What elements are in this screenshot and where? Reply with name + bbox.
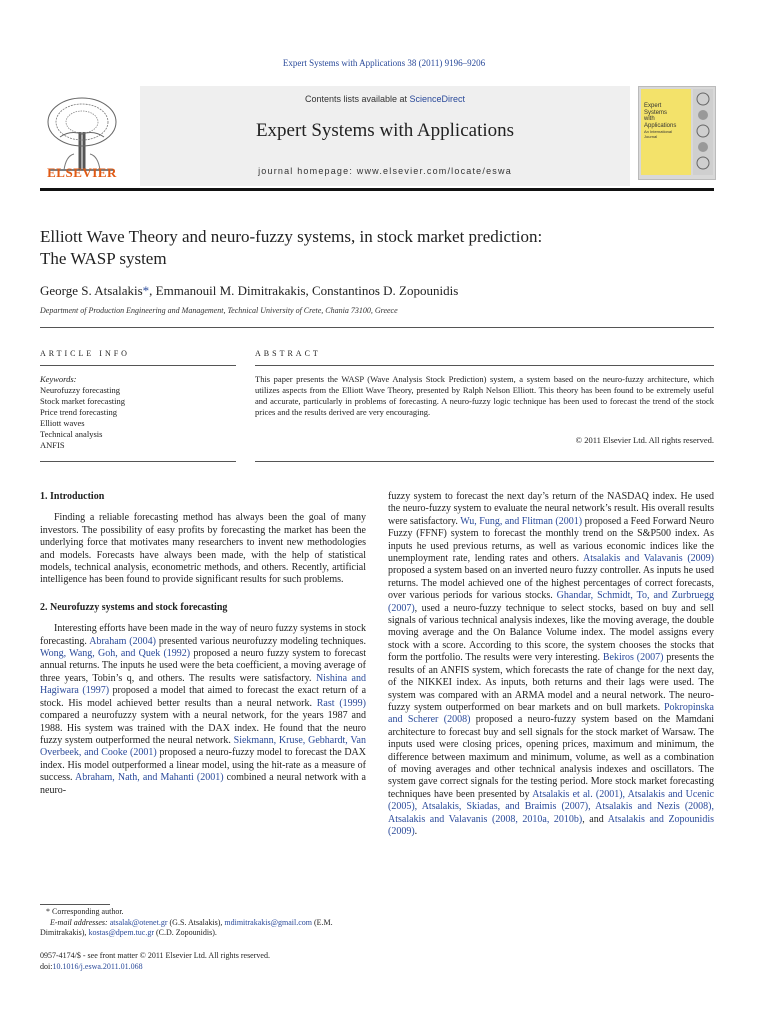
cover-text [644,103,676,139]
article-info-heading: ARTICLE INFO [40,349,130,358]
email-link[interactable]: mdimitrakakis@gmail.com [224,917,312,927]
text-run: combined a neural network with a neuro- [40,772,366,796]
text-run: proposed a neuro-fuzzy model to forecast the DAX index. His model outperformed a linear model, using the hit-rate as a measure of success. [40,747,366,784]
keywords-list [40,374,236,451]
keyword-item: ANFIS [40,440,65,450]
elsevier-wordmark: ELSEVIER [47,165,117,180]
abstract-heading: ABSTRACT [255,349,321,358]
paragraph [388,491,714,838]
divider [40,461,236,462]
text-run: proposed a model that aimed to forecast the exact return of a stock. His model achieved better results than a neural network. [40,685,367,709]
email-owner: (C.D. Zopounidis). [154,928,217,937]
divider [40,327,714,328]
author-list [40,283,720,299]
divider [255,461,714,462]
cover-strip [693,89,713,175]
email-owner: (G.S. Atsalakis), [167,917,225,927]
paragraph: Finding a reliable forecasting method has always been the goal of many investors. The possibility of easy profits by forecasting the market has been the underlying force that motivates many researchers to invent new methodologies and models. Forecasts have always been made, with the help of statistical models, technical analysis, econometric methods, and others. Recently, artificial intelligence has been found to provide significant results for such problems. [40,512,366,586]
doi-line [40,962,370,973]
footnote-text: Corresponding author. [52,907,124,916]
corresponding-footnote: * Corresponding author. [40,907,124,916]
keywords-label: Keywords: [40,374,77,384]
paper-title [40,226,720,270]
contents-prefix: Contents lists available at [304,94,410,104]
cover-line: An International [644,129,673,134]
footnotes [40,907,370,939]
cover-line: Expert [644,103,662,109]
header-rule [40,188,714,191]
text-run: , and [582,813,608,825]
text-run: proposed a Feed Forward Neuro Fuzzy (FFNF) system to forecast the monthly trend on the S&P500 index. As inputs he used previous returns, as well as various economic indices like the unemployment rate, lending rates and others. [388,515,715,565]
keyword-item: Price trend forecasting [40,407,117,417]
citation-link[interactable]: Abraham (2004) [89,635,156,647]
title-line-2: The WASP system [40,249,167,268]
citation-link[interactable]: Pokropinska and Scherer (2008) [388,701,714,726]
text-run: compared a neurofuzzy system with a neural network, for the years 1987 and 1988. His system was trained with the DAX index. He found that the neuro fuzzy system outperformed the neural network. [40,710,366,746]
homepage-prefix: journal homepage: [258,166,357,176]
text-run: . [414,825,418,837]
email-owner: (E.M. Dimitrakakis), [40,917,333,937]
text-run: proposed a neuro fuzzy system to forecast annual returns. The inputs he used were the beta coefficient, a moving average of three years, Tobin’s q, and others. The results were satisfactory. [40,648,366,684]
citation-link[interactable]: Wong, Wang, Goh, and Quek (1992) [40,648,191,660]
abstract-text: This paper presents the WASP (Wave Analysis Stock Prediction) system, a system based on the neuro-fuzzy architecture, which utilizes aspects from the Elliott Wave Theory, presented by Ralph Nelson Elliott. This theory has been found to be extremely useful and accurate, particularly in problems of forecasting. A neuro-fuzzy logic technique has been used to forecast the trend of the stock prices and the results derived are very encouraging. [255,374,714,417]
body-column-right [388,491,714,853]
cover-line: Journal [644,134,658,139]
citation-link[interactable]: Atsalakis and Zopounidis (2009) [388,813,714,837]
corresponding-author-mark[interactable]: * [142,283,150,298]
citation-link[interactable]: Wu, Fung, and Flitman (2001) [460,515,583,527]
paragraph [40,623,366,797]
journal-cover-thumbnail [638,86,716,180]
footnote-rule [40,904,110,905]
email-link[interactable]: atsalak@otenet.gr [109,917,168,927]
citation-link[interactable]: Bekiros (2007) [602,652,664,664]
text-run: fuzzy system to forecast the next day’s return of the NASDAQ index. He used the neuro-fuzzy system to evaluate the neural network’s result. His overall results were satisfactory. [388,491,715,527]
journal-title: Expert Systems with Applications [255,120,515,141]
text-run: proposed a system based on an inverted neuro fuzzy controller. As inputs he used returns. The model achieved one of the highest percentages of correct forecasts, over various periods for various stocks. [388,565,714,602]
email-label: E-mail addresses: [50,917,110,927]
email-link[interactable]: kostas@dpem.tuc.gr [88,928,155,937]
section-heading-introduction: 1. Introduction [40,491,105,502]
text-run: proposed a neuro-fuzzy system based on the Mamdani architecture to forecast buy and sell signals for the stock market of Warsaw. The inputs used were closing prices, opening prices, maximum and minimum, the difference between maximum and minimum, volume, as well as a combination of moving averages and other technical analysis indexes and oscillators. The system gave correct signals for the testing period. More stock market forecasting techniques have been presented by [388,714,715,800]
text-run: Interesting efforts have been made in the way of neuro fuzzy systems in stock forecasting. [40,623,366,647]
doi-link[interactable]: 10.1016/j.eswa.2011.01.068 [52,961,143,971]
citation-link[interactable]: Nishina and Hagiwara (1997) [40,672,366,697]
front-matter-note [40,951,370,972]
citation-link[interactable]: Ghandar, Schmidt, To, and Zurbruegg (2007) [388,590,714,614]
email-footnote [40,918,370,939]
cover-line: with [644,116,655,122]
affiliation: Department of Production Engineering and Management, Technical University of Crete, Chania 73100, Greece [40,306,398,315]
divider [255,365,714,366]
text-run: , used a neuro-fuzzy technique to select stocks, based on buy and sell signals of various technical analysis indexes, like the moving average, the double moving average and the On Balance Volume index. The model assigns every stock with a score. According to this score, the system chooses the stocks that form the portfolio. The results were very interesting. [388,602,714,664]
citation-link[interactable]: Atsalakis et al. (2001), Atsalakis and Ucenic (2005), Atsalakis, Skiadas, and Braimis (2007), Atsalakis and Nezis (2008), Atsalakis and Valavanis (2008, 2010a, 2010b) [388,788,714,825]
citation-link[interactable]: Siekmann, Kruse, Gebhardt, Van Overbeek, and Cooke (2001) [40,734,366,759]
keyword-item: Neurofuzzy forecasting [40,385,121,395]
cover-line: Applications [644,122,677,129]
cover-graphic-icon [693,89,713,175]
keyword-item: Stock market forecasting [40,396,125,406]
copyright: © 2011 Elsevier Ltd. All rights reserved. [575,435,714,445]
title-line-1: Elliott Wave Theory and neuro-fuzzy systems, in stock market prediction: [40,227,543,246]
cover-line: Systems [644,109,668,116]
journal-citation[interactable]: Expert Systems with Applications 38 (2011) 9196–9206 [282,58,486,68]
body-column-left [40,491,366,812]
keyword-item: Technical analysis [40,429,103,439]
cover-panel [641,89,691,175]
keyword-item: Elliott waves [40,418,85,428]
author-1: George S. Atsalakis [40,283,143,298]
contents-line [140,94,630,104]
text-run: presented various neurofuzzy modeling techniques. [155,635,366,647]
text-run: presents the results of an ANFIS system, which forecasts the rate of change for the next day, of the NIKKEI index. As inputs, both returns and their lags were used. The system was compared with an ARMA model and a neural network. The neuro-fuzzy system outperformed on bear markets and on bull markets. [388,652,714,713]
section-heading-neurofuzzy: 2. Neurofuzzy systems and stock forecasting [40,601,228,613]
divider [40,365,236,366]
citation-link[interactable]: Abraham, Nath, and Mahanti (2001) [75,772,224,784]
other-authors: , Emmanouil M. Dimitrakakis, Constantinos D. Zopounidis [149,283,459,298]
homepage-url[interactable]: www.elsevier.com/locate/eswa [356,166,512,176]
citation-link[interactable]: Rast (1999) [316,697,366,709]
issn-line: 0957-4174/$ - see front matter © 2011 Elsevier Ltd. All rights reserved. [40,951,270,960]
citation-link[interactable]: Atsalakis and Valavanis (2009) [583,553,714,565]
homepage-line [140,166,630,176]
sciencedirect-link[interactable]: ScienceDirect [409,94,466,104]
doi-label: doi: [40,961,53,971]
